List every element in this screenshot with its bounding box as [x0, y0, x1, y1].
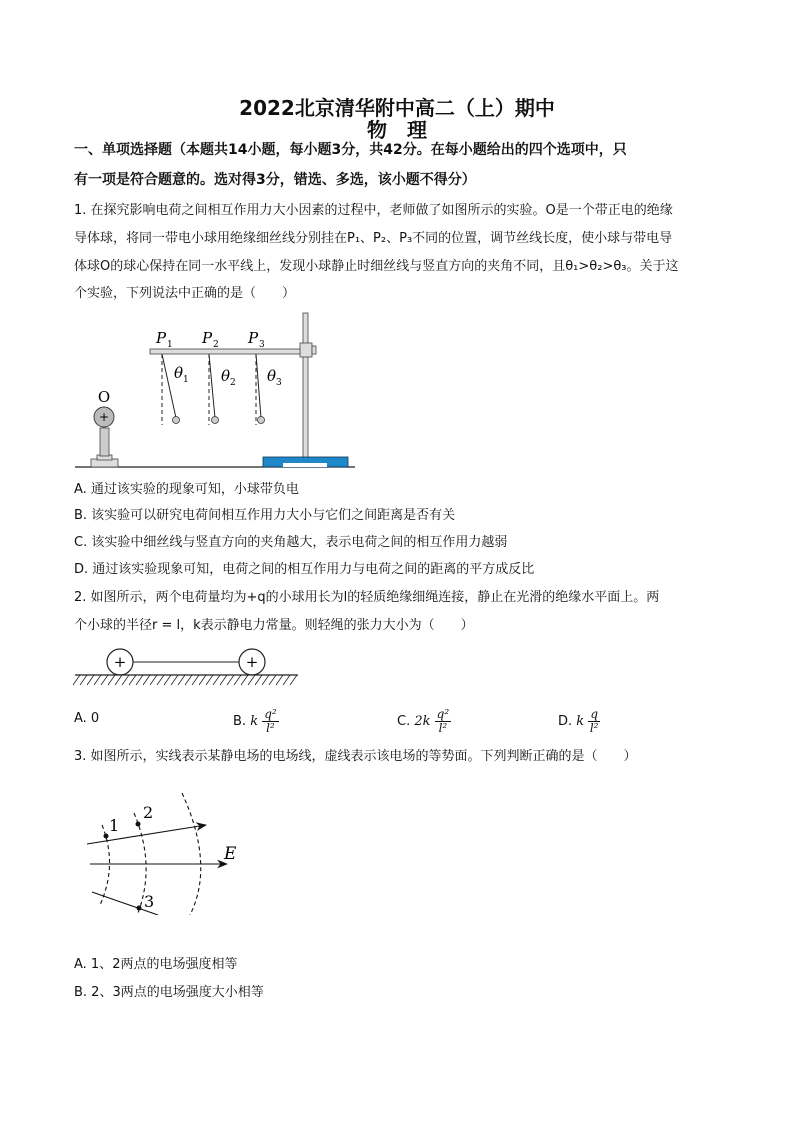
label-p2: P — [202, 329, 213, 347]
q2-option-c — [397, 708, 451, 735]
q2-option-d — [558, 708, 600, 735]
subscript: 2 — [213, 340, 219, 350]
ground-hatch — [143, 675, 150, 685]
ground-hatch — [171, 675, 178, 685]
subscript: 3 — [276, 378, 282, 388]
q1-option-d: D. 通过该实验现象可知，电荷之间的相互作用力与电荷之间的距离的平方成反比 — [74, 562, 535, 577]
q1-text-line: 导体球，将同一带电小球用绝缘细丝线分别挂在P₁、P₂、P₃不同的位置，调节丝线长度，使小球与带电导 — [74, 231, 673, 246]
ground-hatch — [269, 675, 276, 685]
ground-hatch — [192, 675, 199, 685]
ground-hatch — [227, 675, 234, 685]
ground-hatch — [150, 675, 157, 685]
ground-hatch — [185, 675, 192, 685]
ground-hatch — [213, 675, 220, 685]
label-theta1: θ — [174, 364, 184, 382]
field-label-e: E — [224, 844, 237, 864]
label-p1: P — [156, 329, 167, 347]
ground-hatch — [199, 675, 206, 685]
ground-hatch — [157, 675, 164, 685]
ground-hatch — [136, 675, 143, 685]
q1-option-a: A. 通过该实验的现象可知，小球带负电 — [74, 482, 299, 497]
ground-hatch — [283, 675, 290, 685]
section-heading-cont: 有一项是符合题意的。选对得3分，错选、多选，该小题不得分） — [74, 172, 476, 188]
label-o: O — [97, 388, 111, 406]
ground-hatch — [255, 675, 262, 685]
ground-hatch — [178, 675, 185, 685]
q2-option-a: A. 0 — [74, 711, 100, 726]
ground-hatch — [73, 675, 80, 685]
numerator: q² — [436, 707, 450, 721]
fraction — [435, 708, 452, 735]
denominator: l² — [438, 721, 448, 735]
q1-option-c: C. 该实验中细丝线与竖直方向的夹角越大，表示电荷之间的相互作用力越弱 — [74, 535, 508, 550]
label-theta3: θ — [267, 367, 277, 385]
ground-hatch — [164, 675, 171, 685]
ground-hatch — [290, 675, 297, 685]
numerator: q — [590, 707, 599, 721]
subject-title: 物 理 — [367, 118, 427, 142]
option-label: B. — [233, 714, 247, 729]
subscript: 2 — [230, 378, 236, 388]
q1-text-line: 体球O的球心保持在同一水平线上，发现小球静止时细丝线与竖直方向的夹角不同，且θ₁>θ₂>θ₃。关于这 — [74, 259, 679, 274]
point-label-3: 3 — [144, 892, 155, 911]
ground-hatch — [80, 675, 87, 685]
denominator: l² — [589, 721, 599, 735]
ground-hatch — [129, 675, 136, 685]
point-label-2: 2 — [143, 803, 154, 822]
plus-sign: + — [98, 410, 110, 424]
ground-hatch — [206, 675, 213, 685]
ground-hatch — [87, 675, 94, 685]
point-label-1: 1 — [109, 816, 120, 835]
ground-hatch — [248, 675, 255, 685]
numerator: q² — [264, 707, 277, 721]
q2-text-line: 2. 如图所示，两个电荷量均为+q的小球用长为l的轻质绝缘细绳连接，静止在光滑的绝缘水平面上。两 — [74, 590, 660, 605]
subscript: 1 — [167, 340, 173, 350]
plus-sign: + — [245, 653, 259, 671]
label-theta2: θ — [221, 367, 231, 385]
coefficient: k — [250, 714, 259, 729]
q3-figure-electric-field — [70, 765, 260, 915]
subscript: 3 — [259, 340, 265, 350]
ground-hatch — [220, 675, 227, 685]
q1-figure-pendulum-experiment — [70, 310, 360, 475]
q2-figure-two-charged-spheres — [70, 645, 310, 695]
ground-hatch — [101, 675, 108, 685]
q1-text-line: 1. 在探究影响电荷之间相互作用力大小因素的过程中，老师做了如图所示的实验。O是一个带正电的绝缘 — [74, 203, 673, 218]
subscript: 1 — [183, 375, 189, 385]
ground-hatch — [276, 675, 283, 685]
exam-title: 2022北京清华附中高二（上）期中 — [239, 96, 555, 120]
plus-sign: + — [113, 653, 127, 671]
q2-option-b — [233, 708, 279, 735]
coefficient: 2k — [414, 714, 431, 729]
fraction — [588, 708, 600, 735]
ground-hatch — [122, 675, 129, 685]
q3-option-a: A. 1、2两点的电场强度相等 — [74, 957, 238, 972]
label-p3: P — [248, 329, 259, 347]
section-heading: 一、单项选择题（本题共14小题，每小题3分，共42分。在每小题给出的四个选项中，只 — [74, 142, 627, 158]
ground-hatch — [115, 675, 122, 685]
ground-hatch — [262, 675, 269, 685]
option-label: D. — [558, 714, 573, 729]
q1-text-line: 个实验，下列说法中正确的是（ ） — [74, 286, 296, 301]
ground-hatch — [241, 675, 248, 685]
ground-hatch — [94, 675, 101, 685]
denominator: l² — [266, 721, 275, 735]
ground-hatch — [234, 675, 241, 685]
fraction — [262, 708, 279, 735]
q3-option-b: B. 2、3两点的电场强度大小相等 — [74, 985, 264, 1000]
coefficient: k — [576, 714, 585, 729]
q1-option-b: B. 该实验可以研究电荷间相互作用力大小与它们之间距离是否有关 — [74, 508, 456, 523]
option-label: C. — [397, 714, 411, 729]
ground-hatch — [108, 675, 115, 685]
q2-text-line: 个小球的半径r = l，k表示静电力常量。则轻绳的张力大小为（ ） — [74, 618, 474, 633]
q3-text-line: 3. 如图所示，实线表示某静电场的电场线，虚线表示该电场的等势面。下列判断正确的是（ ） — [74, 749, 637, 764]
